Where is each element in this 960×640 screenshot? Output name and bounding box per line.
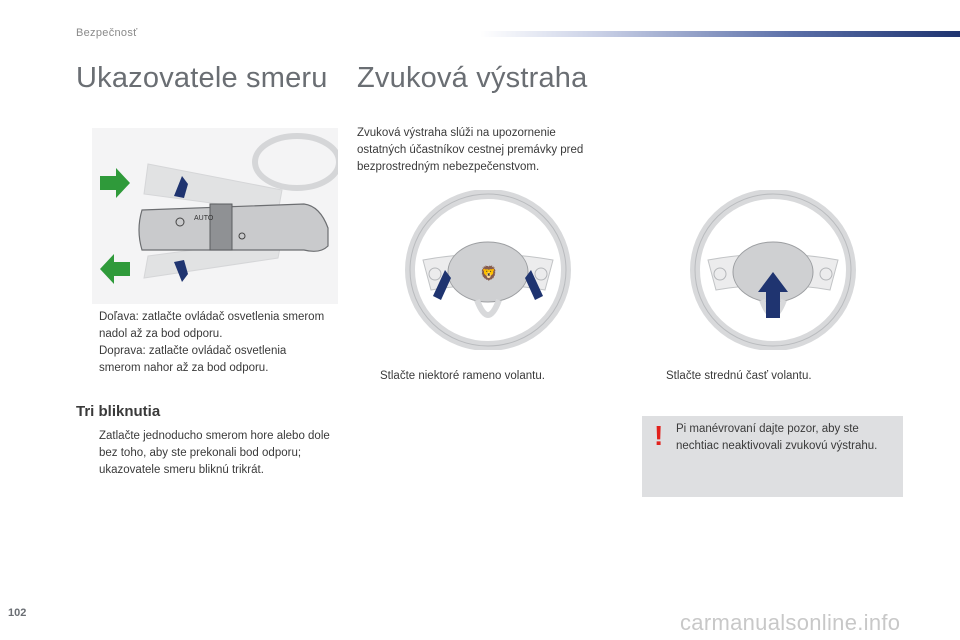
list-item xyxy=(76,343,326,377)
watermark: carmanualsonline.info xyxy=(680,610,901,635)
list-item-text: Stlačte strednú časť volantu. xyxy=(666,370,812,382)
turn-signal-list xyxy=(76,309,326,377)
title-turn-signals: Ukazovatele smeru xyxy=(76,62,328,94)
horn-intro: Zvuková výstraha slúži na upozornenie ostatných účastníkov cestnej premávky pred bezprostredným nebezpečenstvom. xyxy=(357,127,584,173)
turn-signal-lever-illustration xyxy=(92,128,338,304)
list-item xyxy=(357,368,607,385)
svg-text:🦁: 🦁 xyxy=(480,265,498,281)
warning-box xyxy=(642,416,903,497)
list-item-text: Zatlačte jednoducho smerom hore alebo dole bez toho, aby ste prekonali bod odporu; ukazovatele smeru bliknú trikrát. xyxy=(99,430,330,476)
right-arrow-icon xyxy=(98,166,132,200)
section-label: Bezpečnosť xyxy=(76,27,138,39)
list-item-text: Doľava: zatlačte ovládač osvetlenia smerom nadol až za bod odporu. xyxy=(99,311,325,340)
header-bar xyxy=(480,31,960,37)
steering-center-list xyxy=(643,368,893,385)
subheading-three-blinks: Tri bliknutia xyxy=(76,403,161,420)
warning-text: Pi manévrovaní dajte pozor, aby ste nechtiac neaktivovali zvukovú výstrahu. xyxy=(676,423,878,452)
list-item xyxy=(643,368,893,385)
lever-auto-label: AUTO xyxy=(194,215,214,222)
page-number: 102 xyxy=(8,607,27,619)
steering-spokes-list xyxy=(357,368,607,385)
three-blinks-list xyxy=(76,428,336,479)
list-item-text: Stlačte niektoré rameno volantu. xyxy=(380,370,545,382)
left-arrow-icon xyxy=(98,252,132,286)
title-horn: Zvuková výstraha xyxy=(357,62,588,94)
list-item xyxy=(76,309,326,343)
steering-wheel-spokes-illustration xyxy=(405,190,571,350)
steering-wheel-center-illustration xyxy=(690,190,856,350)
warning-exclamation-icon: ! xyxy=(654,420,664,451)
list-item xyxy=(76,428,336,479)
list-item-text: Doprava: zatlačte ovládač osvetlenia smerom nahor až za bod odporu. xyxy=(99,345,287,374)
